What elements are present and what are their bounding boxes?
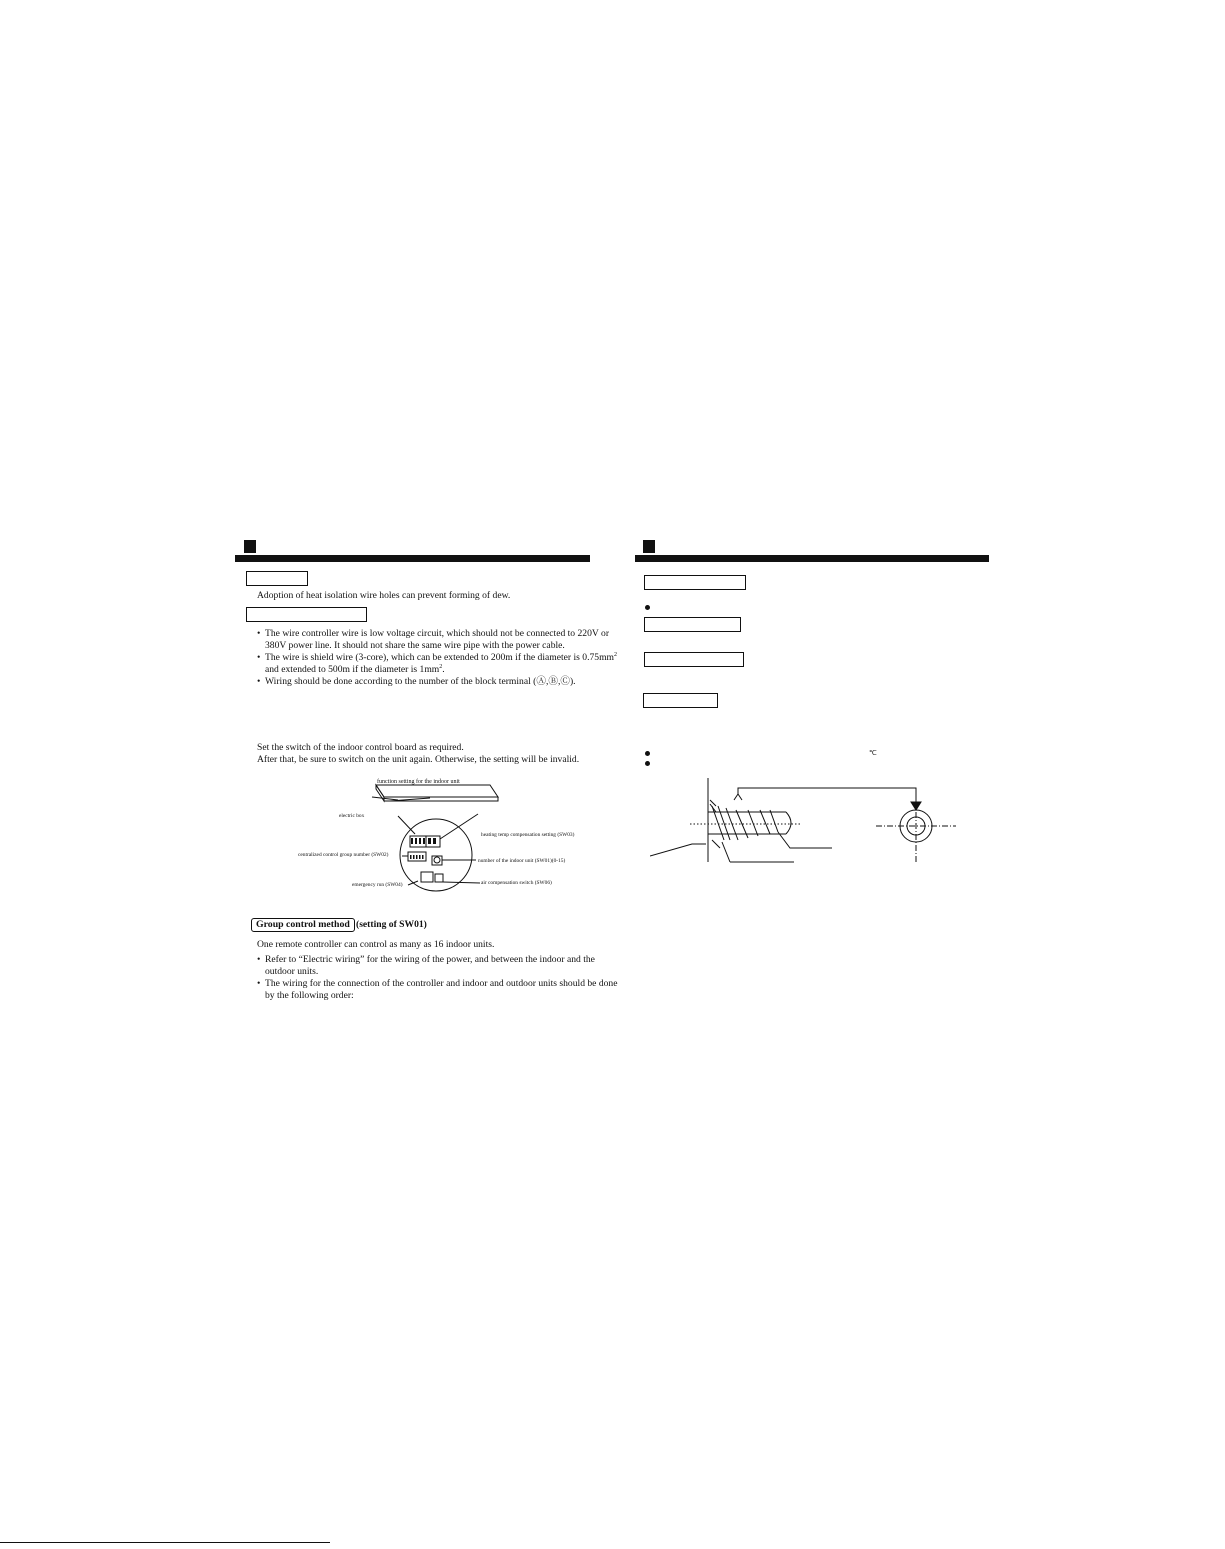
- heating-temp-label: heating temp compensation setting (SW03): [481, 832, 575, 838]
- right-bullet-dot: [645, 751, 650, 756]
- left-header-square: [244, 540, 256, 553]
- left-section-box-2: [246, 607, 367, 622]
- right-section-box-2: [644, 617, 741, 632]
- group-bullet-2-line1: The wiring for the connection of the controller and indoor and outdoor units should be done: [265, 978, 618, 989]
- wire-bullet-2-line1: [265, 652, 617, 664]
- group-control-box: Group control method: [251, 918, 355, 932]
- wire-bullet-1-line2: 380V power line. It should not share the same wire pipe with the power cable.: [265, 640, 565, 651]
- period: .: [442, 664, 445, 675]
- switch-para-line2: After that, be sure to switch on the unit again. Otherwise, the setting will be invalid.: [257, 754, 580, 765]
- switch-para-line1: Set the switch of the indoor control board as required.: [257, 742, 464, 753]
- group-control-suffix: (setting of SW01): [356, 919, 427, 930]
- right-section-box-3: [644, 652, 744, 667]
- electric-box-label: electric box: [339, 813, 365, 819]
- right-section-box-1: [644, 575, 746, 590]
- diagram-title: function setting for the indoor unit: [377, 779, 460, 785]
- wire-bullet-3-line1: [265, 676, 576, 688]
- bullet-marker: •: [257, 652, 261, 663]
- wire-bullet-3-text: Wiring should be done according to the number of the block terminal (: [265, 676, 537, 687]
- left-header-bar: [235, 555, 590, 562]
- indoor-number-label: number of the indoor unit (SW01)(0-15): [478, 858, 566, 864]
- footer-rule: [0, 1542, 330, 1543]
- switch-details: [410, 838, 440, 863]
- closing: ).: [569, 676, 576, 687]
- emergency-label: emergency run (SW04): [352, 882, 403, 888]
- group-bullet-1-line2: outdoor units.: [265, 966, 319, 977]
- wire-bullet-1-line1: The wire controller wire is low voltage circuit, which should not be connected to 220V or: [265, 628, 610, 639]
- wire-bullet-2-line2: [265, 664, 445, 676]
- group-bullet-1-line1: Refer to “Electric wiring” for the wiring of the power, and between the indoor and the: [265, 954, 595, 965]
- bullet-marker: •: [257, 978, 261, 989]
- heat-isolation-text: Adoption of heat isolation wire holes can prevent forming of dew.: [257, 590, 511, 601]
- group-bullet-2-line2: by the following order:: [265, 990, 354, 1001]
- left-section-box-1: [246, 571, 308, 586]
- right-bullet-dot: [645, 605, 650, 610]
- central-group-label: centralized control group number (SW02): [298, 852, 389, 858]
- degree-symbol: ℃: [869, 749, 877, 757]
- right-section-box-4: [643, 693, 718, 708]
- bullet-marker: •: [257, 628, 261, 639]
- air-comp-label: air compensation switch (SW06): [481, 880, 552, 886]
- wire-bullet-2-text2: and extended to 500m if the diameter is 1mm: [265, 664, 440, 675]
- wire-bullet-2-text: The wire is shield wire (3-core), which can be extended to 200m if the diameter is 0.75mm: [265, 652, 614, 663]
- pipe-insulation-diagram: [650, 760, 960, 870]
- right-header-square: [643, 540, 655, 553]
- right-header-bar: [635, 555, 989, 562]
- superscript: 2: [439, 664, 443, 670]
- bullet-marker: •: [257, 954, 261, 965]
- terminal-letters: Ⓐ,Ⓑ,Ⓒ: [536, 676, 570, 687]
- superscript: 2: [614, 652, 617, 658]
- group-control-intro: One remote controller can control as many as 16 indoor units.: [257, 939, 495, 950]
- bullet-marker: •: [257, 676, 261, 687]
